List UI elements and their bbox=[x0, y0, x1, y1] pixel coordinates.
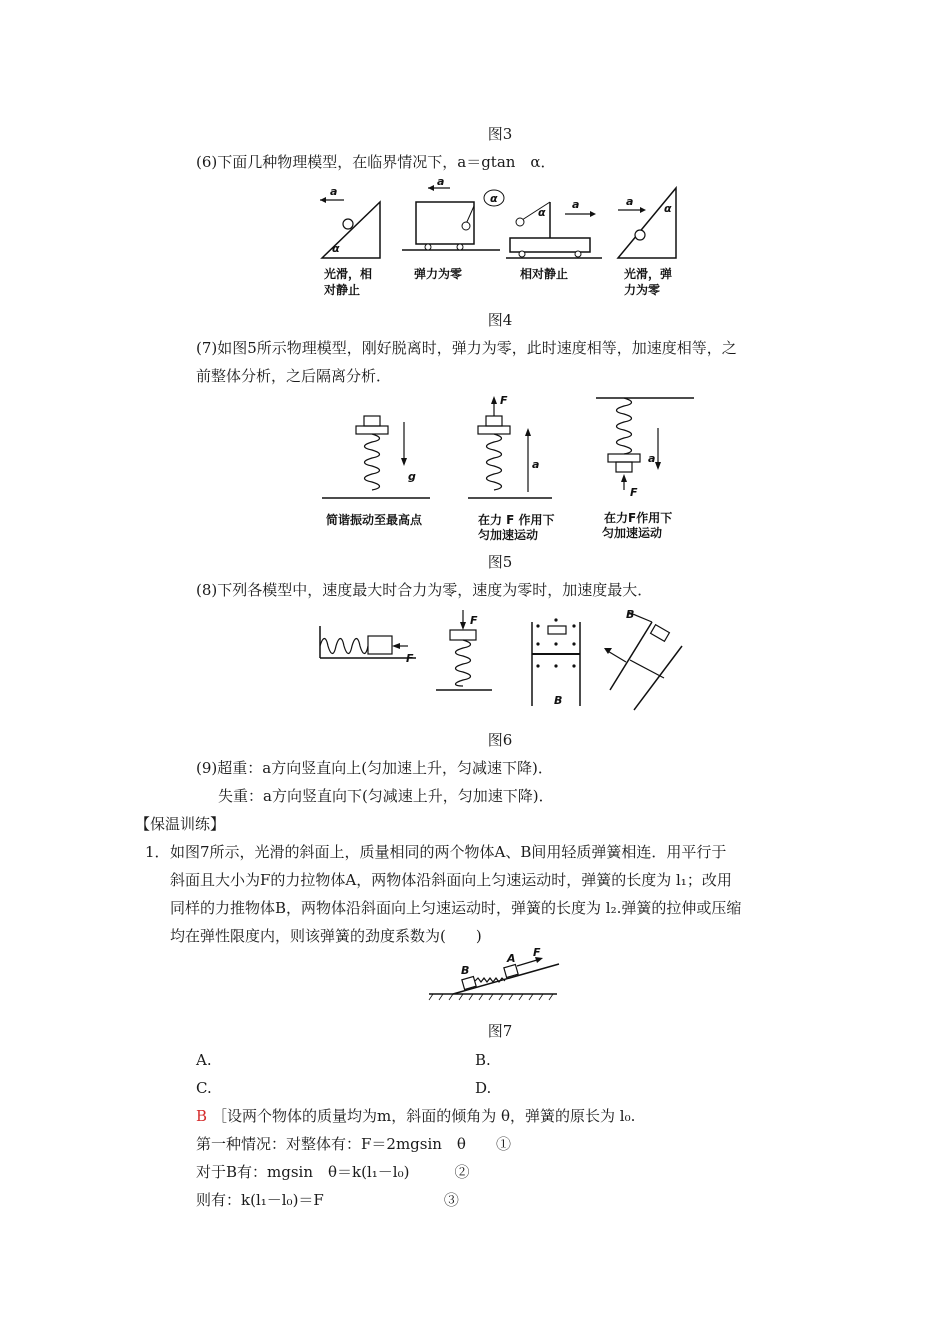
option-a[interactable]: A. bbox=[196, 1051, 212, 1069]
item-7-line-2: 前整体分析，之后隔离分析． bbox=[196, 367, 392, 385]
option-b[interactable]: B. bbox=[475, 1051, 491, 1069]
fig5-spring-1 bbox=[322, 416, 430, 498]
fig4-alpha-label-2: α bbox=[490, 192, 498, 205]
fig6-F-label-2: F bbox=[470, 614, 478, 627]
fig6-F-label-1: F bbox=[406, 652, 414, 665]
fig4-a-label-2: a bbox=[437, 175, 445, 188]
fig5-label-1: 简谐振动至最高点 bbox=[326, 513, 423, 527]
question-1-number: 1． bbox=[145, 843, 170, 861]
item-9-line-2: 失重：a方向竖直向下(匀减速上升，匀加速下降)． bbox=[218, 787, 554, 805]
item-6-text: (6)下面几种物理模型，在临界情况下，a＝gtan α． bbox=[196, 153, 556, 171]
figure-7-diagram bbox=[425, 946, 575, 1014]
figure-6-diagram bbox=[316, 606, 688, 722]
fig4-label-1a: 光滑，相 bbox=[324, 267, 373, 281]
fig4-wedge-left bbox=[320, 185, 380, 258]
fig5-F-label-1: F bbox=[500, 394, 508, 407]
section-title: 【保温训练】 bbox=[135, 815, 226, 833]
fig5-label-2b: 匀加速运动 bbox=[478, 528, 539, 542]
fig4-a-label-3: a bbox=[572, 198, 580, 211]
fig4-label-4b: 力为零 bbox=[624, 283, 661, 297]
item-7-line-1: (7)如图5所示物理模型，刚好脱离时，弹力为零，此时速度相等，加速度相等，之 bbox=[196, 339, 737, 357]
fig7-B-label: B bbox=[461, 964, 470, 977]
figure-4-diagram bbox=[310, 175, 690, 302]
fig6-B-label-1: B bbox=[554, 694, 563, 707]
fig6-incline-rails bbox=[606, 612, 682, 710]
fig5-a-label-2: a bbox=[648, 452, 656, 465]
figure-5-caption: 图5 bbox=[487, 553, 513, 571]
answer-letter: B bbox=[196, 1107, 208, 1125]
fig4-a-label-1: a bbox=[330, 185, 338, 198]
fig5-F-label-2: F bbox=[630, 486, 638, 499]
fig4-label-3a: 相对静止 bbox=[520, 267, 569, 281]
answer-line-4: 则有：k(l₁－l₀)＝F ③ bbox=[196, 1191, 459, 1209]
fig4-a-label-4: a bbox=[626, 195, 634, 208]
answer-line-1: ［设两个物体的质量均为m，斜面的倾角为 θ，弹簧的原长为 l₀. bbox=[212, 1107, 636, 1125]
figure-4-caption: 图4 bbox=[487, 311, 513, 329]
answer-line-3: 对于B有：mgsin θ＝k(l₁－l₀) ② bbox=[196, 1163, 470, 1181]
figure-3-caption: 图3 bbox=[487, 125, 513, 143]
fig4-cart-rod bbox=[506, 198, 602, 258]
figure-5-diagram bbox=[318, 392, 698, 542]
fig4-alpha-label-4: α bbox=[664, 202, 672, 215]
fig7-F-label: F bbox=[533, 946, 541, 959]
fig4-alpha-label-1: α bbox=[332, 242, 340, 255]
question-1-line-4: 均在弹性限度内，则该弹簧的劲度系数为( ) bbox=[170, 927, 482, 945]
figure-7-caption: 图7 bbox=[487, 1022, 513, 1040]
fig4-label-4a: 光滑，弹 bbox=[624, 267, 673, 281]
question-1-line-3: 同样的力推物体B，两物体沿斜面向上匀速运动时，弹簧的长度为 l₂.弹簧的拉伸或压缩 bbox=[170, 899, 742, 917]
fig5-spring-2 bbox=[468, 402, 552, 498]
figure-6-caption: 图6 bbox=[487, 731, 513, 749]
option-c[interactable]: C. bbox=[196, 1079, 212, 1097]
option-d[interactable]: D. bbox=[475, 1079, 492, 1097]
question-1-line-2: 斜面且大小为F的力拉物体A，两物体沿斜面向上匀速运动时，弹簧的长度为 l₁；改用 bbox=[170, 871, 732, 889]
fig5-label-2a: 在力 F 作用下 bbox=[478, 513, 555, 527]
fig4-cart-pendulum bbox=[402, 175, 504, 250]
fig5-g-label: g bbox=[408, 470, 416, 483]
question-1-line-1: 如图7所示，光滑的斜面上，质量相同的两个物体A、B间用轻质弹簧相连．用平行于 bbox=[170, 843, 727, 861]
fig5-spring-3 bbox=[596, 398, 694, 490]
fig6-horizontal-spring bbox=[320, 626, 416, 658]
item-9-line-1: (9)超重：a方向竖直向上(匀加速上升，匀减速下降)． bbox=[196, 759, 553, 777]
fig5-label-3b: 匀加速运动 bbox=[602, 526, 663, 540]
fig5-a-label-1: a bbox=[532, 458, 540, 471]
fig4-wedge-right bbox=[618, 188, 676, 258]
fig4-label-1b: 对静止 bbox=[324, 283, 361, 297]
item-8-text: (8)下列各模型中，速度最大时合力为零，速度为零时，加速度最大． bbox=[196, 581, 653, 599]
fig6-B-label-2: B bbox=[626, 608, 635, 621]
fig5-label-3a: 在力F作用下 bbox=[604, 511, 673, 525]
fig4-label-2a: 弹力为零 bbox=[414, 267, 463, 281]
answer-line-2: 第一种情况：对整体有：F＝2mgsin θ ① bbox=[196, 1135, 511, 1153]
fig7-A-label: A bbox=[507, 952, 516, 965]
fig4-alpha-label-3: α bbox=[538, 206, 546, 219]
